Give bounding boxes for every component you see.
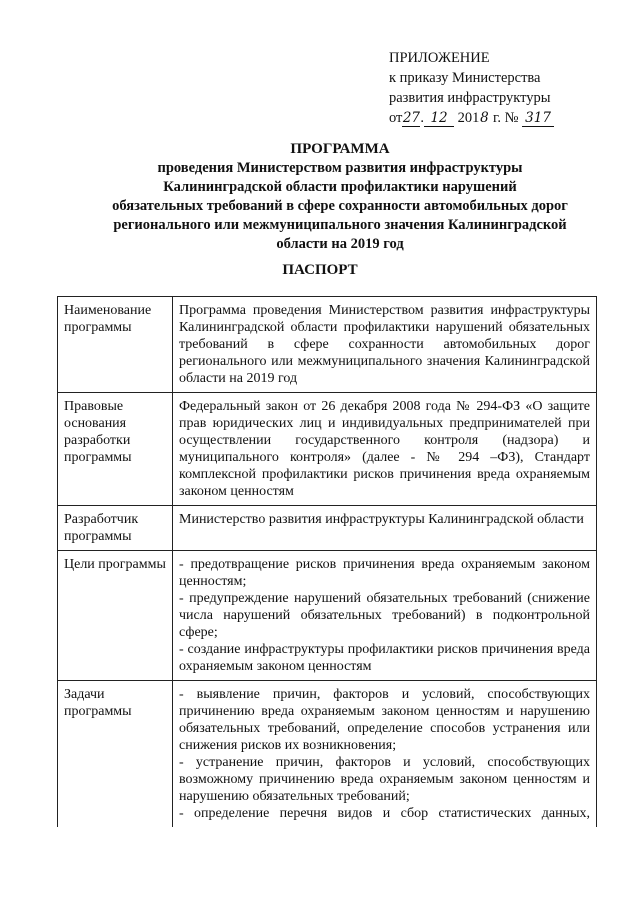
annex-number: 317 xyxy=(522,110,554,127)
row-key-tasks: Задачи программы xyxy=(58,681,173,828)
annex-day: 27 xyxy=(402,110,420,126)
row-value-paragraph: Федеральный закон от 26 декабря 2008 года № 294-ФЗ «О защите прав юридических лиц и индивидуальных предпринимателей при осуществлении государственного контроля (надзора) и муниципального контроля» (далее - № 294 –ФЗ), Стандарт комплексной профилактики рисков причинения вреда охраняемым законом ценностям xyxy=(179,399,590,499)
program-title-line-3: обязательных требований в сфере сохранности автомобильных дорог xyxy=(112,198,568,214)
table-row-developer xyxy=(58,506,597,551)
task-item: - устранение причин, факторов и условий, способствующих возможному причинению вреда охраняемым законом ценностям и нарушению обязательных требований; xyxy=(179,755,590,804)
annex-year-prefix: 201 xyxy=(457,110,480,126)
annex-block xyxy=(389,48,589,128)
program-title-line-1: проведения Министерством развития инфраструктуры xyxy=(157,160,523,176)
program-title-line-5: области на 2019 год xyxy=(276,236,404,252)
table-row-goals xyxy=(58,551,597,681)
program-title-line-2: Калининградской области профилактики нарушений xyxy=(163,179,517,195)
annex-year-last: 8 xyxy=(480,110,489,126)
annex-line-ministry: развития инфраструктуры xyxy=(389,90,551,106)
row-value-name xyxy=(173,297,597,393)
task-item: - определение перечня видов и сбор статистических данных, xyxy=(179,806,590,821)
passport-heading: ПАСПОРТ xyxy=(282,262,358,278)
row-key-legal-basis: Правовые основания разработки программы xyxy=(58,393,173,506)
program-title-line-4: регионального или межмуниципального значения Калининградской xyxy=(113,217,567,233)
annex-month: 12 xyxy=(424,110,454,127)
row-key-developer: Разработчик программы xyxy=(58,506,173,551)
row-key-name: Наименование программы xyxy=(58,297,173,393)
program-heading: ПРОГРАММА xyxy=(290,141,390,157)
goal-item: - предупреждение нарушений обязательных требований (снижение числа нарушений обязательных требований) в подконтрольной сфере; xyxy=(179,591,590,640)
annex-line-order: к приказу Министерства xyxy=(389,70,541,86)
row-value-tasks xyxy=(173,681,597,828)
goal-item: - создание инфраструктуры профилактики рисков причинения вреда охраняемым законом ценностям xyxy=(179,642,590,674)
row-value-goals xyxy=(173,551,597,681)
row-value-paragraph: Министерство развития инфраструктуры Калининградской области xyxy=(179,512,584,527)
annex-date-line: от27. 12 2018 г. № 317 xyxy=(389,108,589,128)
table-row-tasks xyxy=(58,681,597,828)
table-row-name xyxy=(58,297,597,393)
task-item: - выявление причин, факторов и условий, способствующих причинению вреда охраняемым законом ценностям и нарушению обязательных требований, определение способов устранения или снижения рисков их возникновения; xyxy=(179,687,590,753)
program-title xyxy=(40,140,640,254)
row-value-legal-basis xyxy=(173,393,597,506)
row-value-paragraph: Программа проведения Министерством развития инфраструктуры Калининградской области профилактики нарушений обязательных требований в сфере сохранности автомобильных дорог регионального или межмуниципального значения Калининградской области на 2019 год xyxy=(179,303,590,386)
passport-table xyxy=(57,296,597,827)
row-key-goals: Цели программы xyxy=(58,551,173,681)
annex-year-suffix: г. № xyxy=(493,110,519,126)
row-value-developer xyxy=(173,506,597,551)
annex-title: ПРИЛОЖЕНИЕ xyxy=(389,50,490,66)
goal-item: - предотвращение рисков причинения вреда охраняемым законом ценностям; xyxy=(179,557,590,589)
annex-date-prefix: от xyxy=(389,110,403,126)
table-row-legal-basis xyxy=(58,393,597,506)
